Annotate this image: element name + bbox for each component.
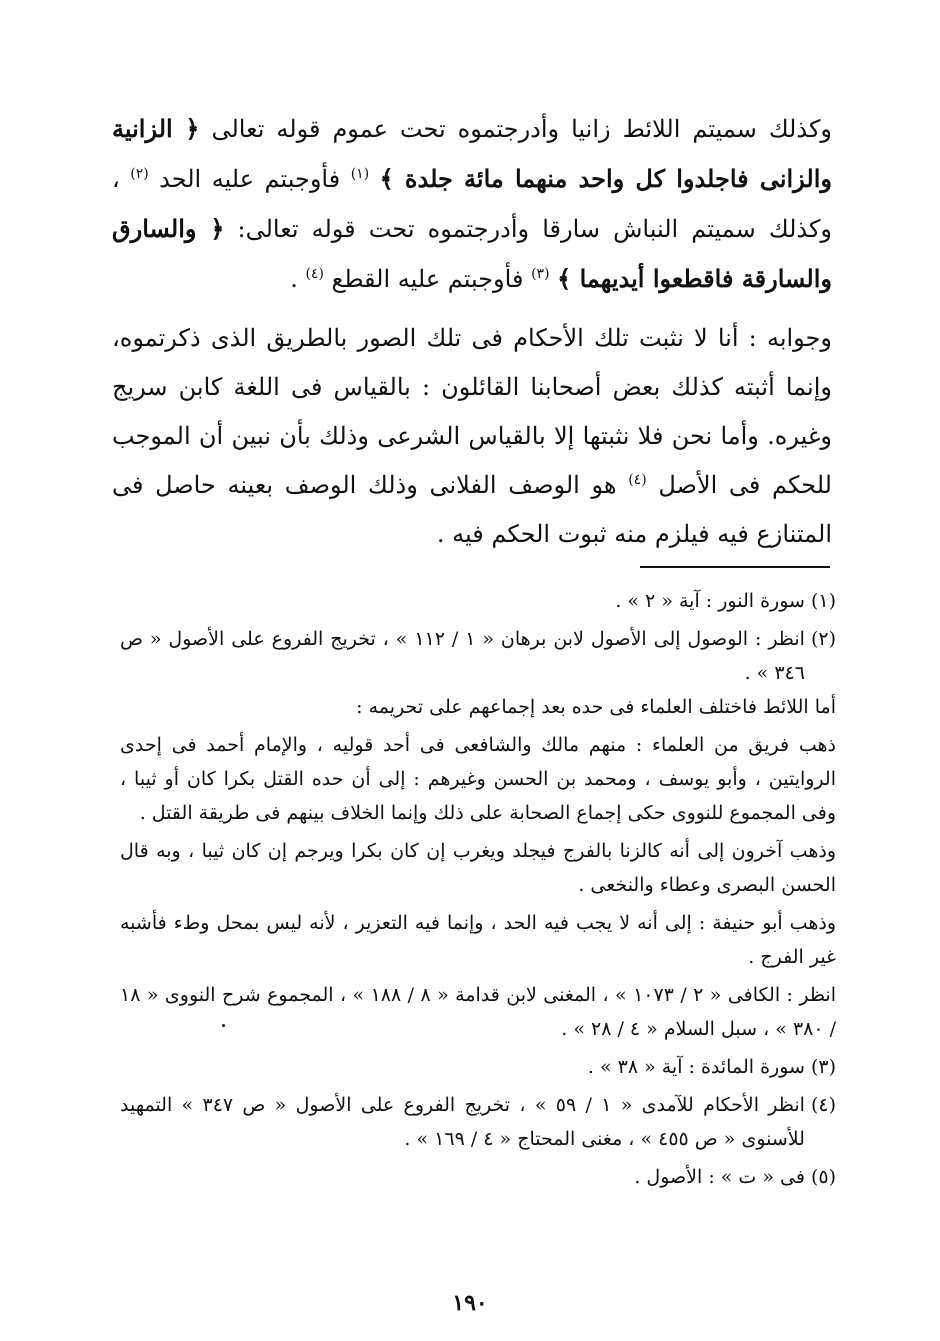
footnote-2-note-5: انظر : الكافى « ٢ / ١٠٧٣ » ، المغنى لابن قدامة « ٨ / ١٨٨ » ، المجموع شرح النووى « ١٨ / ٣٨٠ » ، سبل السلام « ٤ / ٢٨ » .: [120, 984, 836, 1040]
footnote-number: (٥): [810, 1166, 836, 1188]
footnote-number: (٣): [810, 1056, 836, 1078]
paragraph-1-text-e: فأوجبتم عليه القطع: [323, 265, 532, 293]
footnote-text: انظر الأحكام للآمدى « ١ / ٥٩ » ، تخريج الفروع على الأصول « ص ٣٤٧ » التمهيد للأسنوى « ص ٤٥٥ » ، مغنى المحتاج « ٤ / ١٦٩ » .: [120, 1094, 805, 1150]
footnote-5: [120, 1160, 836, 1194]
paragraph-2-text-a: وجوابه : أنا لا نثبت تلك الأحكام فى تلك الصور بالطريق الذى ذكرتموه، وإنما أثبته كذلك بعض أصحابنا القائلون : بالقياس فى اللغة كابن سريج وغيره. وأما نحن فلا نثبتها إلا بالقياس الشرعى وذلك بأن نبين أن الموجب للحكم فى الأصل: [112, 324, 832, 499]
footnote-1: [120, 584, 836, 618]
footnote-text: انظر : الوصول إلى الأصول لابن برهان « ١ / ١١٢ » ، تخريج الفروع على الأصول « ص ٣٤٦ » .: [120, 628, 805, 684]
paragraph-1-text-b: فأوجبتم عليه الحد: [148, 165, 351, 193]
paragraph-1-text-a: وكذلك سميتم اللائط زانيا وأدرجتموه تحت عموم قوله تعالى: [199, 115, 832, 143]
footnote-ref-4b: (٤): [628, 472, 647, 488]
footnote-number: (٤): [810, 1094, 836, 1116]
quran-verse-zina: ﴿ الزانية والزانى فاجلدوا كل واحد منهما مائة جلدة ﴾: [112, 114, 832, 193]
paragraph-1-text-d: وكذلك سميتم النباش سارقا وأدرجتموه تحت قوله تعالى:: [224, 215, 832, 243]
footnote-divider: [640, 566, 830, 568]
footnote-4: [120, 1088, 836, 1156]
main-text-block: [112, 104, 832, 559]
paragraph-1-text-c: ،: [112, 165, 131, 193]
footnote-2-note-2: ذهب فريق من العلماء : منهم مالك والشافعى فى أحد قوليه ، والإمام أحمد فى إحدى الروايتين ، وأبو يوسف ، ومحمد بن الحسن وغيرهم : إلى أن حده القتل بكرا كان أو ثيبا ، وفى المجموع للنووى حكى إجماع الصحابة على ذلك وإنما الخلاف بينهم فى طريقة القتل .: [120, 734, 836, 824]
paragraph-1: [112, 104, 832, 304]
footnote-3: [120, 1050, 836, 1084]
footnote-text: فى « ت » : الأصول .: [634, 1166, 805, 1188]
page-number: ١٩٠: [452, 1290, 488, 1316]
footnote-ref-2: (٢): [130, 166, 149, 182]
footnote-text: سورة النور : آية « ٢ » .: [615, 590, 805, 612]
quran-verse-sariqa: ﴿ والسارق والسارقة فاقطعوا أيديهما ﴾: [112, 214, 832, 293]
paragraph-2-text-b: هو الوصف الفلانى وذلك الوصف بعينه حاصل فى المتنازع فيه فيلزم منه ثبوت الحكم فيه .: [112, 471, 832, 548]
footnote-2: [120, 622, 836, 1046]
footnote-2-note-4: وذهب أبو حنيفة : إلى أنه لا يجب فيه الحد ، وإنما فيه التعزير ، لأنه ليس بمحل وطء فأشبه غير الفرج .: [120, 912, 836, 968]
footnote-ref-3: (٣): [531, 266, 550, 282]
paragraph-1-text-f: .: [290, 265, 306, 293]
footnote-number: (١): [810, 590, 836, 612]
footnote-ref-4: (٤): [305, 266, 324, 282]
paragraph-2: [112, 314, 832, 559]
footnote-ref-1: (١): [350, 166, 370, 182]
footnotes-block: [120, 584, 836, 1198]
footnote-2-note-3: وذهب آخرون إلى أنه كالزنا بالفرج فيجلد ويغرب إن كان بكرا ويرجم إن كان ثيبا ، وبه قال الحسن البصرى وعطاء والنخعى .: [120, 840, 836, 896]
footnote-text: سورة المائدة : آية « ٣٨ » .: [587, 1056, 805, 1078]
footnote-number: (٢): [810, 628, 836, 650]
footnote-2-note-1: أما اللائط فاختلف العلماء فى حده بعد إجماعهم على تحريمه :: [356, 696, 836, 718]
print-speck: [222, 1024, 225, 1027]
